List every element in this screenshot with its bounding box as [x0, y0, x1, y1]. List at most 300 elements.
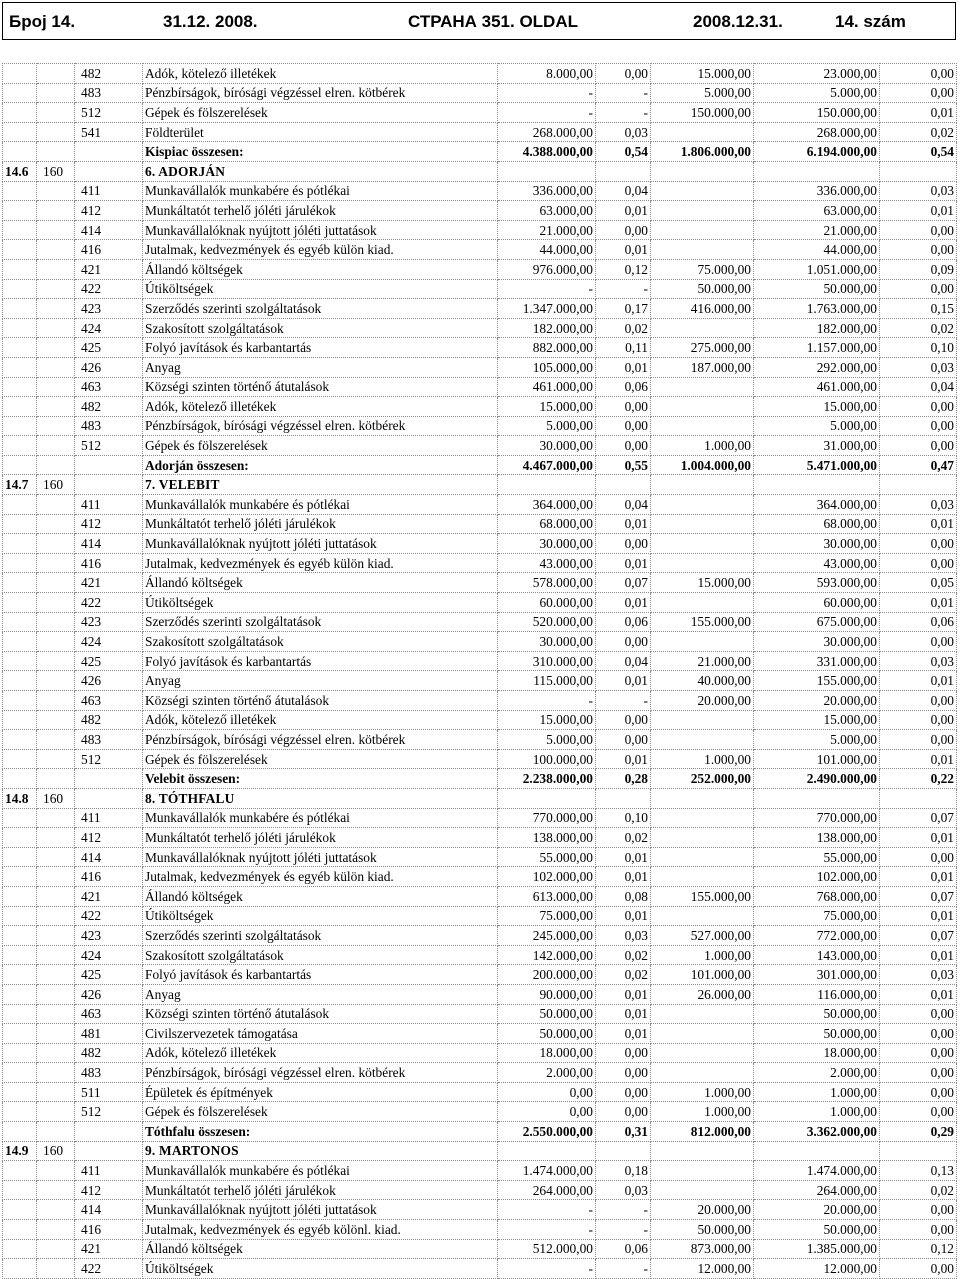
amount-source-1-cell: 142.000,00: [498, 945, 596, 965]
function-code-cell: [37, 710, 75, 730]
amount-other-sources-cell: 252.000,00: [651, 769, 754, 789]
section-code-cell: [3, 886, 37, 906]
account-code-cell: 483: [75, 83, 143, 103]
section-code-cell: [3, 534, 37, 554]
account-code-cell: 416: [75, 553, 143, 573]
share-total-cell: 0,00: [880, 534, 957, 554]
amount-total-cell: 1.385.000,00: [754, 1239, 880, 1259]
section-code-cell: 14.9: [3, 1141, 37, 1161]
amount-source-1-cell: 364.000,00: [498, 495, 596, 515]
amount-source-1-cell: 5.000,00: [498, 730, 596, 750]
share-total-cell: 0,01: [880, 103, 957, 123]
function-code-cell: [37, 142, 75, 162]
amount-source-1-cell: -: [498, 83, 596, 103]
share-source-1-cell: -: [596, 83, 651, 103]
amount-total-cell: 5.471.000,00: [754, 455, 880, 475]
share-total-cell: 0,00: [880, 1200, 957, 1220]
account-code-cell: 411: [75, 181, 143, 201]
amount-total-cell: 336.000,00: [754, 181, 880, 201]
amount-total-cell: 138.000,00: [754, 828, 880, 848]
section-code-cell: [3, 730, 37, 750]
share-source-1-cell: 0,00: [596, 220, 651, 240]
account-code-cell: 422: [75, 593, 143, 613]
amount-other-sources-cell: 15.000,00: [651, 64, 754, 84]
amount-total-cell: 143.000,00: [754, 945, 880, 965]
account-code-cell: 425: [75, 651, 143, 671]
account-code-cell: 414: [75, 847, 143, 867]
amount-source-1-cell: 336.000,00: [498, 181, 596, 201]
share-source-1-cell: [596, 1141, 651, 1161]
amount-other-sources-cell: [651, 906, 754, 926]
amount-total-cell: 31.000,00: [754, 436, 880, 456]
account-code-cell: 426: [75, 984, 143, 1004]
account-code-cell: 482: [75, 710, 143, 730]
amount-total-cell: 2.490.000,00: [754, 769, 880, 789]
account-code-cell: 414: [75, 534, 143, 554]
account-code-cell: 463: [75, 377, 143, 397]
table-row: [3, 103, 957, 123]
amount-other-sources-cell: 12.000,00: [651, 1259, 754, 1279]
amount-other-sources-cell: [651, 1063, 754, 1083]
description-cell: Munkavállalók munkabére és pótlékai: [143, 181, 498, 201]
description-cell: Munkavállalók munkabére és pótlékai: [143, 495, 498, 515]
function-code-cell: [37, 867, 75, 887]
amount-other-sources-cell: [651, 1180, 754, 1200]
account-code-cell: 425: [75, 965, 143, 985]
account-code-cell: 412: [75, 201, 143, 221]
table-row: [3, 749, 957, 769]
share-total-cell: 0,00: [880, 220, 957, 240]
share-source-1-cell: [596, 788, 651, 808]
section-code-cell: [3, 808, 37, 828]
share-total-cell: 0,01: [880, 593, 957, 613]
share-total-cell: 0,47: [880, 455, 957, 475]
amount-total-cell: 331.000,00: [754, 651, 880, 671]
section-code-cell: [3, 122, 37, 142]
section-header-row: [3, 475, 957, 495]
description-cell: Anyag: [143, 671, 498, 691]
amount-other-sources-cell: [651, 416, 754, 436]
amount-other-sources-cell: [651, 161, 754, 181]
account-code-cell: 411: [75, 1161, 143, 1181]
amount-other-sources-cell: 40.000,00: [651, 671, 754, 691]
amount-source-1-cell: 43.000,00: [498, 553, 596, 573]
share-source-1-cell: 0,01: [596, 1004, 651, 1024]
amount-total-cell: [754, 475, 880, 495]
amount-total-cell: 268.000,00: [754, 122, 880, 142]
share-total-cell: 0,00: [880, 847, 957, 867]
section-code-cell: [3, 769, 37, 789]
amount-total-cell: 102.000,00: [754, 867, 880, 887]
date-hungarian: 2008.12.31.: [693, 12, 783, 31]
section-header-row: [3, 1141, 957, 1161]
share-source-1-cell: -: [596, 103, 651, 123]
share-source-1-cell: -: [596, 1259, 651, 1279]
share-total-cell: 0,01: [880, 749, 957, 769]
section-code-cell: [3, 926, 37, 946]
amount-other-sources-cell: [651, 495, 754, 515]
section-code-cell: [3, 455, 37, 475]
amount-source-1-cell: 50.000,00: [498, 1024, 596, 1044]
amount-source-1-cell: [498, 1141, 596, 1161]
amount-source-1-cell: -: [498, 1259, 596, 1279]
share-source-1-cell: 0,01: [596, 906, 651, 926]
amount-source-1-cell: 75.000,00: [498, 906, 596, 926]
description-cell: Szakosított szolgáltatások: [143, 318, 498, 338]
description-cell: Szakosított szolgáltatások: [143, 632, 498, 652]
description-cell: Állandó költségek: [143, 259, 498, 279]
amount-source-1-cell: [498, 161, 596, 181]
section-code-cell: [3, 1239, 37, 1259]
amount-source-1-cell: 90.000,00: [498, 984, 596, 1004]
share-total-cell: 0,03: [880, 181, 957, 201]
amount-total-cell: 21.000,00: [754, 220, 880, 240]
section-code-cell: [3, 612, 37, 632]
section-code-cell: [3, 1161, 37, 1181]
account-code-cell: 511: [75, 1082, 143, 1102]
function-code-cell: [37, 651, 75, 671]
table-row: [3, 1063, 957, 1083]
amount-source-1-cell: 882.000,00: [498, 338, 596, 358]
description-cell: Állandó költségek: [143, 1239, 498, 1259]
amount-other-sources-cell: 416.000,00: [651, 299, 754, 319]
amount-total-cell: 2.000,00: [754, 1063, 880, 1083]
amount-total-cell: 12.000,00: [754, 1259, 880, 1279]
amount-other-sources-cell: 1.806.000,00: [651, 142, 754, 162]
section-code-cell: [3, 259, 37, 279]
section-code-cell: [3, 632, 37, 652]
function-code-cell: [37, 299, 75, 319]
section-code-cell: [3, 299, 37, 319]
amount-other-sources-cell: [651, 710, 754, 730]
account-code-cell: 414: [75, 1200, 143, 1220]
share-source-1-cell: 0,04: [596, 495, 651, 515]
table-row: [3, 867, 957, 887]
function-code-cell: [37, 749, 75, 769]
share-source-1-cell: -: [596, 279, 651, 299]
section-code-cell: [3, 318, 37, 338]
share-total-cell: 0,22: [880, 769, 957, 789]
amount-other-sources-cell: 527.000,00: [651, 926, 754, 946]
amount-total-cell: 23.000,00: [754, 64, 880, 84]
amount-other-sources-cell: 187.000,00: [651, 357, 754, 377]
share-source-1-cell: 0,01: [596, 867, 651, 887]
share-source-1-cell: 0,00: [596, 534, 651, 554]
budget-table-body: [3, 64, 957, 1279]
share-total-cell: 0,00: [880, 436, 957, 456]
table-row: [3, 828, 957, 848]
amount-other-sources-cell: 21.000,00: [651, 651, 754, 671]
amount-other-sources-cell: [651, 514, 754, 534]
share-total-cell: [880, 161, 957, 181]
section-code-cell: [3, 867, 37, 887]
section-code-cell: [3, 201, 37, 221]
amount-total-cell: 264.000,00: [754, 1180, 880, 1200]
description-cell: Jutalmak, kedvezmények és egyéb külön kiad.: [143, 553, 498, 573]
function-code-cell: 160: [37, 788, 75, 808]
share-source-1-cell: 0,00: [596, 1082, 651, 1102]
amount-other-sources-cell: 150.000,00: [651, 103, 754, 123]
amount-total-cell: 5.000,00: [754, 83, 880, 103]
section-code-cell: [3, 83, 37, 103]
amount-other-sources-cell: 20.000,00: [651, 691, 754, 711]
share-total-cell: 0,00: [880, 1004, 957, 1024]
account-code-cell: 463: [75, 691, 143, 711]
amount-total-cell: 101.000,00: [754, 749, 880, 769]
function-code-cell: [37, 573, 75, 593]
section-code-cell: [3, 984, 37, 1004]
share-source-1-cell: 0,00: [596, 730, 651, 750]
budget-table: [2, 63, 957, 1279]
section-code-cell: [3, 436, 37, 456]
amount-other-sources-cell: 155.000,00: [651, 886, 754, 906]
share-source-1-cell: 0,01: [596, 671, 651, 691]
function-code-cell: [37, 122, 75, 142]
table-row: [3, 1024, 957, 1044]
table-row: [3, 1200, 957, 1220]
amount-other-sources-cell: [651, 1141, 754, 1161]
section-code-cell: [3, 573, 37, 593]
function-code-cell: [37, 926, 75, 946]
amount-total-cell: 770.000,00: [754, 808, 880, 828]
share-total-cell: 0,00: [880, 397, 957, 417]
table-row: [3, 1220, 957, 1240]
description-cell: Anyag: [143, 357, 498, 377]
amount-source-1-cell: 976.000,00: [498, 259, 596, 279]
account-code-cell: 411: [75, 495, 143, 515]
amount-total-cell: 43.000,00: [754, 553, 880, 573]
account-code-cell: 483: [75, 416, 143, 436]
amount-source-1-cell: 4.388.000,00: [498, 142, 596, 162]
function-code-cell: [37, 945, 75, 965]
share-total-cell: [880, 1141, 957, 1161]
amount-other-sources-cell: [651, 201, 754, 221]
amount-total-cell: 1.157.000,00: [754, 338, 880, 358]
function-code-cell: [37, 103, 75, 123]
description-cell: 8. TÓTHFALU: [143, 788, 498, 808]
table-row: [3, 377, 957, 397]
share-total-cell: 0,00: [880, 730, 957, 750]
share-total-cell: 0,03: [880, 495, 957, 515]
amount-total-cell: [754, 161, 880, 181]
amount-other-sources-cell: [651, 1161, 754, 1181]
amount-other-sources-cell: 812.000,00: [651, 1122, 754, 1142]
table-row: [3, 553, 957, 573]
share-total-cell: [880, 788, 957, 808]
account-code-cell: 421: [75, 886, 143, 906]
amount-total-cell: 1.474.000,00: [754, 1161, 880, 1181]
description-cell: Pénzbírságok, bírósági végzéssel elren. kötbérek: [143, 730, 498, 750]
description-cell: Munkavállalók munkabére és pótlékai: [143, 1161, 498, 1181]
description-cell: Pénzbírságok, bírósági végzéssel elren. kötbérek: [143, 83, 498, 103]
description-cell: Tóthfalu összesen:: [143, 1122, 498, 1142]
table-row: [3, 847, 957, 867]
amount-other-sources-cell: [651, 553, 754, 573]
amount-other-sources-cell: [651, 828, 754, 848]
amount-source-1-cell: 8.000,00: [498, 64, 596, 84]
share-source-1-cell: 0,00: [596, 436, 651, 456]
description-cell: Útiköltségek: [143, 279, 498, 299]
share-total-cell: 0,07: [880, 886, 957, 906]
description-cell: Adók, kötelező illetékek: [143, 64, 498, 84]
table-row: [3, 710, 957, 730]
amount-other-sources-cell: [651, 730, 754, 750]
table-row: [3, 201, 957, 221]
description-cell: Adók, kötelező illetékek: [143, 1043, 498, 1063]
function-code-cell: [37, 612, 75, 632]
amount-total-cell: 60.000,00: [754, 593, 880, 613]
function-code-cell: [37, 279, 75, 299]
amount-total-cell: 18.000,00: [754, 1043, 880, 1063]
description-cell: 6. ADORJÁN: [143, 161, 498, 181]
share-source-1-cell: 0,01: [596, 201, 651, 221]
amount-total-cell: 461.000,00: [754, 377, 880, 397]
table-row: [3, 64, 957, 84]
table-row: [3, 1102, 957, 1122]
amount-total-cell: 50.000,00: [754, 1024, 880, 1044]
share-total-cell: 0,00: [880, 416, 957, 436]
description-cell: 9. MARTONOS: [143, 1141, 498, 1161]
share-source-1-cell: 0,54: [596, 142, 651, 162]
function-code-cell: [37, 495, 75, 515]
function-code-cell: [37, 436, 75, 456]
share-total-cell: 0,00: [880, 710, 957, 730]
account-code-cell: 512: [75, 103, 143, 123]
amount-total-cell: [754, 1141, 880, 1161]
table-row: [3, 259, 957, 279]
share-total-cell: 0,06: [880, 612, 957, 632]
function-code-cell: [37, 886, 75, 906]
section-code-cell: [3, 1122, 37, 1142]
description-cell: Munkáltatót terhelő jóléti járulékok: [143, 201, 498, 221]
description-cell: Pénzbírságok, bírósági végzéssel elren. kötbérek: [143, 416, 498, 436]
amount-total-cell: 1.000,00: [754, 1082, 880, 1102]
amount-source-1-cell: 520.000,00: [498, 612, 596, 632]
amount-source-1-cell: 15.000,00: [498, 397, 596, 417]
share-source-1-cell: 0,01: [596, 749, 651, 769]
table-row: [3, 436, 957, 456]
amount-total-cell: 155.000,00: [754, 671, 880, 691]
account-code-cell: 482: [75, 64, 143, 84]
amount-total-cell: 292.000,00: [754, 357, 880, 377]
function-code-cell: [37, 1259, 75, 1279]
amount-other-sources-cell: 275.000,00: [651, 338, 754, 358]
description-cell: Gépek és fölszerelések: [143, 1102, 498, 1122]
section-code-cell: [3, 377, 37, 397]
share-source-1-cell: 0,11: [596, 338, 651, 358]
description-cell: Adorján összesen:: [143, 455, 498, 475]
amount-source-1-cell: -: [498, 103, 596, 123]
share-total-cell: 0,05: [880, 573, 957, 593]
table-row: [3, 534, 957, 554]
issue-number-hungarian: 14. szám: [835, 12, 906, 31]
amount-total-cell: 30.000,00: [754, 534, 880, 554]
amount-total-cell: 772.000,00: [754, 926, 880, 946]
amount-total-cell: 1.051.000,00: [754, 259, 880, 279]
issue-number: Број 14.: [9, 12, 76, 31]
amount-other-sources-cell: [651, 220, 754, 240]
share-total-cell: 0,01: [880, 945, 957, 965]
description-cell: Folyó javítások és karbantartás: [143, 965, 498, 985]
share-source-1-cell: 0,01: [596, 984, 651, 1004]
function-code-cell: [37, 338, 75, 358]
section-code-cell: [3, 357, 37, 377]
share-source-1-cell: 0,03: [596, 1180, 651, 1200]
function-code-cell: [37, 397, 75, 417]
page-number: СТРАНА 351. OLDAL: [408, 12, 578, 31]
amount-source-1-cell: 102.000,00: [498, 867, 596, 887]
section-code-cell: 14.6: [3, 161, 37, 181]
description-cell: Munkavállalóknak nyújtott jóléti juttatások: [143, 847, 498, 867]
amount-source-1-cell: 182.000,00: [498, 318, 596, 338]
amount-other-sources-cell: [651, 240, 754, 260]
share-total-cell: 0,10: [880, 338, 957, 358]
table-row: [3, 122, 957, 142]
table-row: [3, 495, 957, 515]
function-code-cell: [37, 1082, 75, 1102]
share-total-cell: 0,13: [880, 1161, 957, 1181]
share-total-cell: 0,00: [880, 1063, 957, 1083]
amount-source-1-cell: 30.000,00: [498, 436, 596, 456]
share-total-cell: 0,03: [880, 965, 957, 985]
description-cell: Földterület: [143, 122, 498, 142]
account-code-cell: 483: [75, 1063, 143, 1083]
section-code-cell: 14.7: [3, 475, 37, 495]
function-code-cell: [37, 671, 75, 691]
function-code-cell: [37, 534, 75, 554]
section-code-cell: [3, 181, 37, 201]
description-cell: Gépek és fölszerelések: [143, 103, 498, 123]
amount-source-1-cell: 100.000,00: [498, 749, 596, 769]
account-code-cell: 416: [75, 867, 143, 887]
section-code-cell: [3, 671, 37, 691]
table-row: [3, 1239, 957, 1259]
section-code-cell: [3, 1082, 37, 1102]
account-code-cell: 426: [75, 671, 143, 691]
share-source-1-cell: 0,18: [596, 1161, 651, 1181]
function-code-cell: [37, 259, 75, 279]
account-code-cell: 412: [75, 514, 143, 534]
function-code-cell: [37, 240, 75, 260]
function-code-cell: [37, 828, 75, 848]
function-code-cell: [37, 984, 75, 1004]
share-source-1-cell: 0,17: [596, 299, 651, 319]
account-code-cell: 416: [75, 1220, 143, 1240]
amount-other-sources-cell: 15.000,00: [651, 573, 754, 593]
description-cell: Velebit összesen:: [143, 769, 498, 789]
amount-other-sources-cell: 1.000,00: [651, 436, 754, 456]
amount-total-cell: 15.000,00: [754, 397, 880, 417]
amount-source-1-cell: 268.000,00: [498, 122, 596, 142]
share-source-1-cell: 0,03: [596, 122, 651, 142]
amount-total-cell: 301.000,00: [754, 965, 880, 985]
table-row: [3, 181, 957, 201]
share-total-cell: 0,00: [880, 279, 957, 299]
share-total-cell: 0,54: [880, 142, 957, 162]
table-row: [3, 240, 957, 260]
share-total-cell: 0,00: [880, 240, 957, 260]
amount-other-sources-cell: [651, 788, 754, 808]
amount-source-1-cell: 5.000,00: [498, 416, 596, 436]
amount-other-sources-cell: 20.000,00: [651, 1200, 754, 1220]
amount-other-sources-cell: [651, 847, 754, 867]
account-code-cell: 423: [75, 612, 143, 632]
share-source-1-cell: 0,02: [596, 945, 651, 965]
share-total-cell: 0,15: [880, 299, 957, 319]
account-code-cell: 463: [75, 1004, 143, 1024]
amount-other-sources-cell: [651, 181, 754, 201]
amount-source-1-cell: 1.347.000,00: [498, 299, 596, 319]
